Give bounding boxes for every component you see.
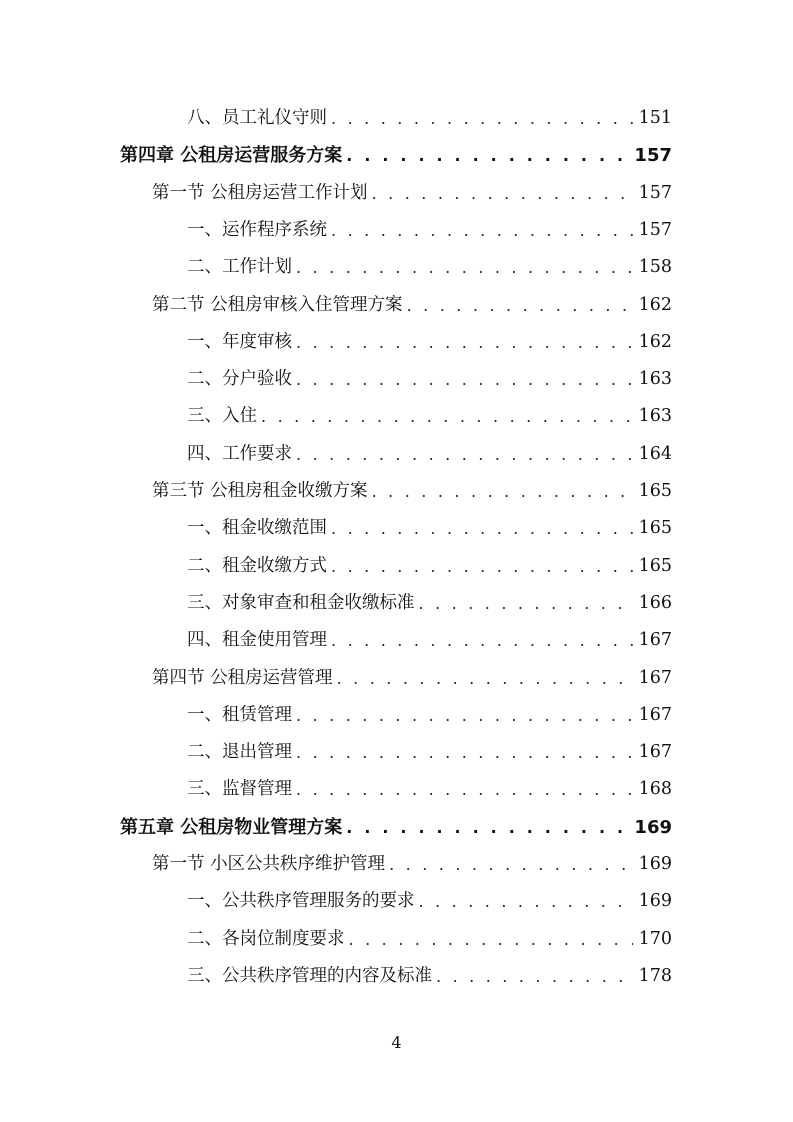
toc-entry-label: 第四节 公租房运营管理	[152, 667, 333, 688]
toc-entry-page: 169	[638, 854, 672, 874]
toc-entry-item[interactable]	[187, 324, 672, 361]
toc-dot-leader	[372, 175, 633, 212]
toc-dot-leader	[331, 212, 633, 249]
toc-entry-page: 164	[638, 443, 672, 464]
toc-dot-leader	[331, 100, 633, 137]
toc-entry-label: 四、工作要求	[187, 443, 292, 464]
toc-dot-leader	[296, 361, 633, 398]
toc-dot-leader	[331, 510, 633, 547]
toc-entry-chapter[interactable]	[120, 137, 672, 174]
toc-entry-page: 163	[638, 406, 672, 427]
toc-entry-label: 二、租金收缴方式	[187, 555, 327, 576]
toc-dot-leader	[372, 473, 633, 510]
toc-entry-page: 167	[638, 630, 672, 651]
toc-entry-item[interactable]	[187, 100, 672, 137]
toc-entry-page: 169	[638, 891, 672, 912]
toc-entry-page: 165	[638, 518, 672, 539]
toc-entry-page: 167	[638, 742, 672, 763]
toc-dot-leader	[296, 249, 633, 286]
toc-entry-item[interactable]	[187, 921, 672, 958]
toc-entry-label: 三、公共秩序管理的内容及标准	[187, 965, 432, 986]
toc-entry-page: 157	[638, 219, 672, 240]
toc-entry-label: 一、公共秩序管理服务的要求	[187, 891, 415, 912]
toc-entry-item[interactable]	[187, 697, 672, 734]
toc-entry-label: 二、各岗位制度要求	[187, 928, 345, 949]
toc-entry-page: 163	[638, 369, 672, 390]
toc-entry-label: 第四章 公租房运营服务方案	[120, 145, 343, 167]
toc-entry-page: 162	[638, 331, 672, 352]
toc-dot-leader	[346, 137, 628, 174]
toc-dot-leader	[331, 622, 633, 659]
toc-entry-label: 一、年度审核	[187, 331, 292, 352]
toc-entry-label: 一、租赁管理	[187, 704, 292, 725]
toc-dot-leader	[337, 660, 633, 697]
toc-dot-leader	[296, 436, 633, 473]
toc-entry-label: 三、入住	[187, 406, 257, 427]
toc-dot-leader	[296, 697, 633, 734]
page-number: 4	[391, 1033, 402, 1052]
toc-dot-leader	[331, 548, 633, 585]
toc-entry-page: 157	[634, 145, 672, 167]
toc-entry-item[interactable]	[187, 510, 672, 547]
toc-dot-leader	[261, 398, 633, 435]
toc-entry-item[interactable]	[187, 622, 672, 659]
toc-entry-label: 三、对象审查和租金收缴标准	[187, 592, 415, 613]
toc-dot-leader	[296, 771, 633, 808]
toc-entry-item[interactable]	[187, 958, 672, 995]
toc-dot-leader	[296, 734, 633, 771]
toc-entry-label: 二、退出管理	[187, 742, 292, 763]
toc-entry-page: 178	[638, 965, 672, 986]
toc-entry-item[interactable]	[187, 249, 672, 286]
toc-dot-leader	[419, 883, 633, 920]
toc-entry-label: 三、监督管理	[187, 779, 292, 800]
toc-entry-label: 二、工作计划	[187, 257, 292, 278]
toc-entry-item[interactable]	[187, 548, 672, 585]
toc-entry-page: 168	[638, 779, 672, 800]
toc-entry-label: 第二节 公租房审核入住管理方案	[152, 294, 403, 315]
toc-dot-leader	[436, 958, 633, 995]
toc-entry-page: 167	[638, 667, 672, 688]
toc-entry-page: 165	[638, 481, 672, 501]
toc-entry-page: 169	[634, 816, 672, 838]
toc-entry-page: 151	[638, 108, 672, 128]
toc-entry-page: 167	[638, 704, 672, 725]
toc-entry-section[interactable]	[152, 660, 672, 697]
toc-entry-page: 166	[638, 592, 672, 613]
toc-dot-leader	[346, 809, 628, 846]
toc-entry-page: 162	[638, 294, 672, 315]
toc-entry-section[interactable]	[152, 287, 672, 324]
toc-entry-page: 170	[638, 928, 672, 949]
toc-dot-leader	[296, 324, 633, 361]
toc-entry-item[interactable]	[187, 771, 672, 808]
toc-entry-item[interactable]	[187, 361, 672, 398]
toc-entry-item[interactable]	[187, 398, 672, 435]
toc-entry-label: 一、运作程序系统	[187, 219, 327, 240]
toc-entry-label: 第三节 公租房租金收缴方案	[152, 481, 368, 501]
toc-entry-label: 第一节 小区公共秩序维护管理	[152, 854, 386, 874]
toc-entry-chapter[interactable]	[120, 809, 672, 846]
toc-entry-label: 第五章 公租房物业管理方案	[120, 816, 343, 838]
toc-entry-section[interactable]	[152, 175, 672, 212]
toc-dot-leader	[349, 921, 633, 958]
toc-entry-label: 二、分户验收	[187, 369, 292, 390]
toc-entry-item[interactable]	[187, 436, 672, 473]
toc-entry-item[interactable]	[187, 212, 672, 249]
toc-entry-label: 八、员工礼仪守则	[187, 108, 327, 128]
toc-dot-leader	[419, 585, 633, 622]
toc-entry-section[interactable]	[152, 846, 672, 883]
toc-entry-item[interactable]	[187, 883, 672, 920]
toc-entry-label: 一、租金收缴范围	[187, 518, 327, 539]
toc-entry-page: 157	[638, 182, 672, 203]
toc-dot-leader	[389, 846, 633, 883]
toc-entry-item[interactable]	[187, 585, 672, 622]
toc-entry-page: 165	[638, 555, 672, 576]
toc-entry-page: 158	[638, 257, 672, 278]
toc-entry-label: 第一节 公租房运营工作计划	[152, 182, 368, 203]
toc-dot-leader	[407, 287, 633, 324]
toc-entry-section[interactable]	[152, 473, 672, 510]
toc-entry-item[interactable]	[187, 734, 672, 771]
toc-entry-label: 四、租金使用管理	[187, 630, 327, 651]
